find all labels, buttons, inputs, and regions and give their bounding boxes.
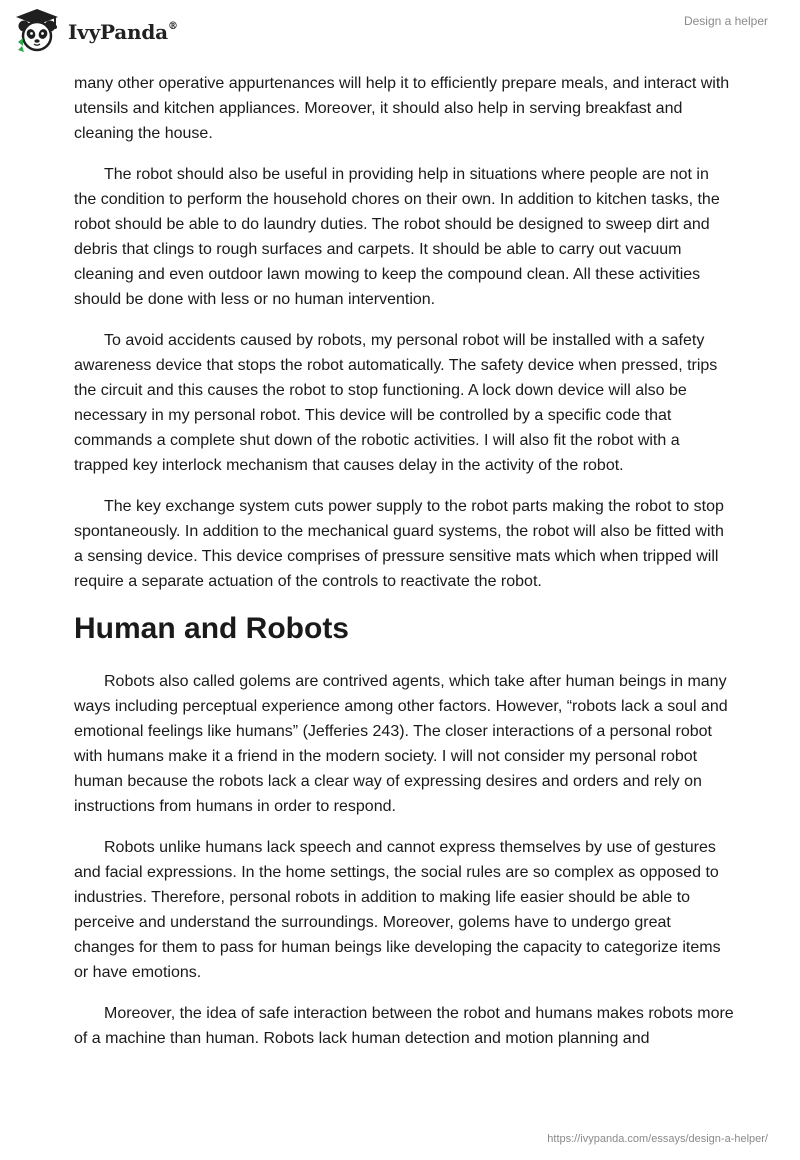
panda-graduate-icon bbox=[14, 8, 60, 54]
paragraph: Robots unlike humans lack speech and cannot express themselves by use of gestures and facial expressions. In the home settings, the social rules are so complex as opposed to industries. Therefore, personal robots in addition to making life easier should be able to perceive and understand the surroundings. Moreover, golems have to undergo great changes for them to pass for human beings like developing the capacity to categorize items or have emotions. bbox=[74, 839, 721, 981]
source-url[interactable]: https://ivypanda.com/essays/design-a-helper/ bbox=[547, 1133, 768, 1145]
paragraph: many other operative appurtenances will help it to efficiently prepare meals, and interact with utensils and kitchen appliances. Moreover, it should also help in serving breakfast and cleaning the house. bbox=[74, 75, 730, 142]
registered-mark: ® bbox=[167, 21, 178, 33]
logo[interactable] bbox=[14, 8, 178, 54]
brand-name: IvyPanda® bbox=[68, 20, 178, 44]
paragraph: The robot should also be useful in providing help in situations where people are not in the condition to perform the household chores on their own. In addition to kitchen tasks, the robot should be able to do laundry duties. The robot should be designed to sweep dirt and debris that clings to rough surfaces and carpets. It should be able to carry out vacuum cleaning and even outdoor lawn mowing to keep the compound clean. All these activities should be done with less or no human intervention. bbox=[74, 166, 720, 308]
paragraph: To avoid accidents caused by robots, my personal robot will be installed with a safety awareness device that stops the robot automatically. The safety device when pressed, trips the circuit and this causes the robot to stop functioning. A lock down device will also be necessary in my personal robot. This device will be controlled by a specific code that commands a complete shut down of the robotic activities. I will also fit the robot with a trapped key interlock mechanism that causes delay in the activity of the robot. bbox=[74, 332, 718, 474]
document-title: Design a helper bbox=[683, 14, 768, 28]
page-header bbox=[0, 0, 800, 64]
paragraph: Moreover, the idea of safe interaction between the robot and humans makes robots more of a machine than human. Robots lack human detection and motion planning and bbox=[74, 1005, 734, 1047]
paragraph: Robots also called golems are contrived agents, which take after human beings in many ways including perceptual experience among other factors. However, “robots lack a soul and emotional feelings like humans” (Jefferies 243). The closer interactions of a personal robot with humans make it a friend in the modern society. I will not consider my personal robot human because the robots lack a clear way of expressing desires and orders and rely on instructions from humans in order to respond. bbox=[74, 673, 728, 815]
section-heading: Human and Robots bbox=[74, 612, 349, 645]
paragraph: The key exchange system cuts power supply to the robot parts making the robot to stop spontaneously. In addition to the mechanical guard systems, the robot will also be fitted with a sensing device. This device comprises of pressure sensitive mats which when tripped will require a separate actuation of the controls to reactivate the robot. bbox=[74, 498, 724, 590]
essay-body bbox=[74, 71, 734, 1067]
